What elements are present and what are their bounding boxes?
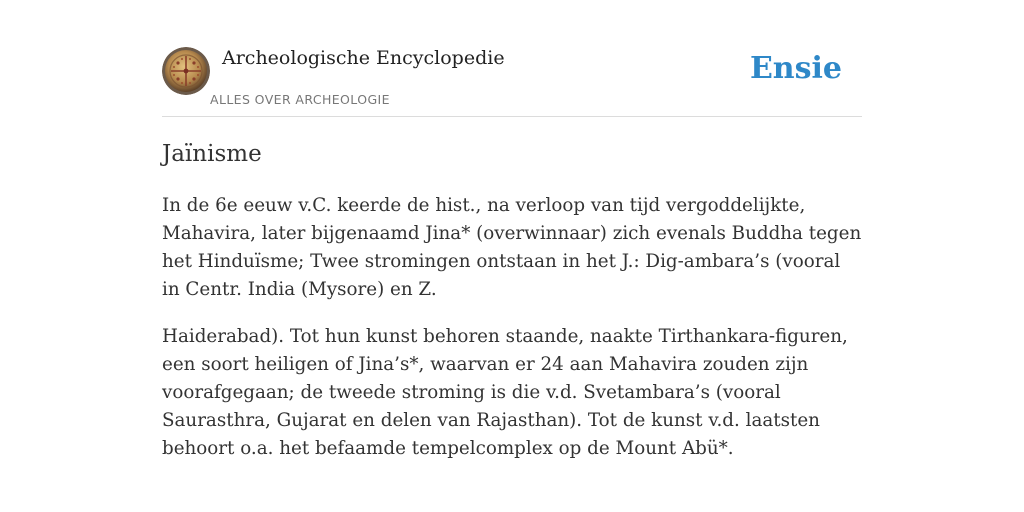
site-header [162,0,862,117]
page [162,0,862,459]
ensie-brand-link[interactable]: Ensie [749,51,842,86]
site-title[interactable]: Archeologische Encyclopedie [222,47,505,69]
article-paragraph-1: In de 6e eeuw v.C. keerde de hist., na verloop van tijd vergoddelijkte, Mahavira, later bijgenaamd Jina* (overwinnaar) zich evenals Buddha tegen het Hinduïsme; Twee stromingen ontstaan in het J.: Dig-ambara’s (vooral in Centr. India (Mysore) en Z. [162,195,862,300]
coin-logo-icon [162,47,210,95]
site-tagline: ALLES OVER ARCHEOLOGIE [210,92,390,107]
article-paragraph-2: Haiderabad). Tot hun kunst behoren staande, naakte Tirthankara-figuren, een soort heiligen of Jina’s*, waarvan er 24 aan Mahavira zouden zijn voorafgegaan; de tweede stroming is die v.d. Svetambara’s (vooral Saurasthra, Gujarat en delen van Rajasthan). Tot de kunst v.d. laatsten behoort o.a. het befaamde tempelcomplex op de Mount Abü*. [162,326,848,459]
encyclopedia-logo[interactable] [162,47,210,95]
article-title: Jaïnisme [162,141,262,167]
